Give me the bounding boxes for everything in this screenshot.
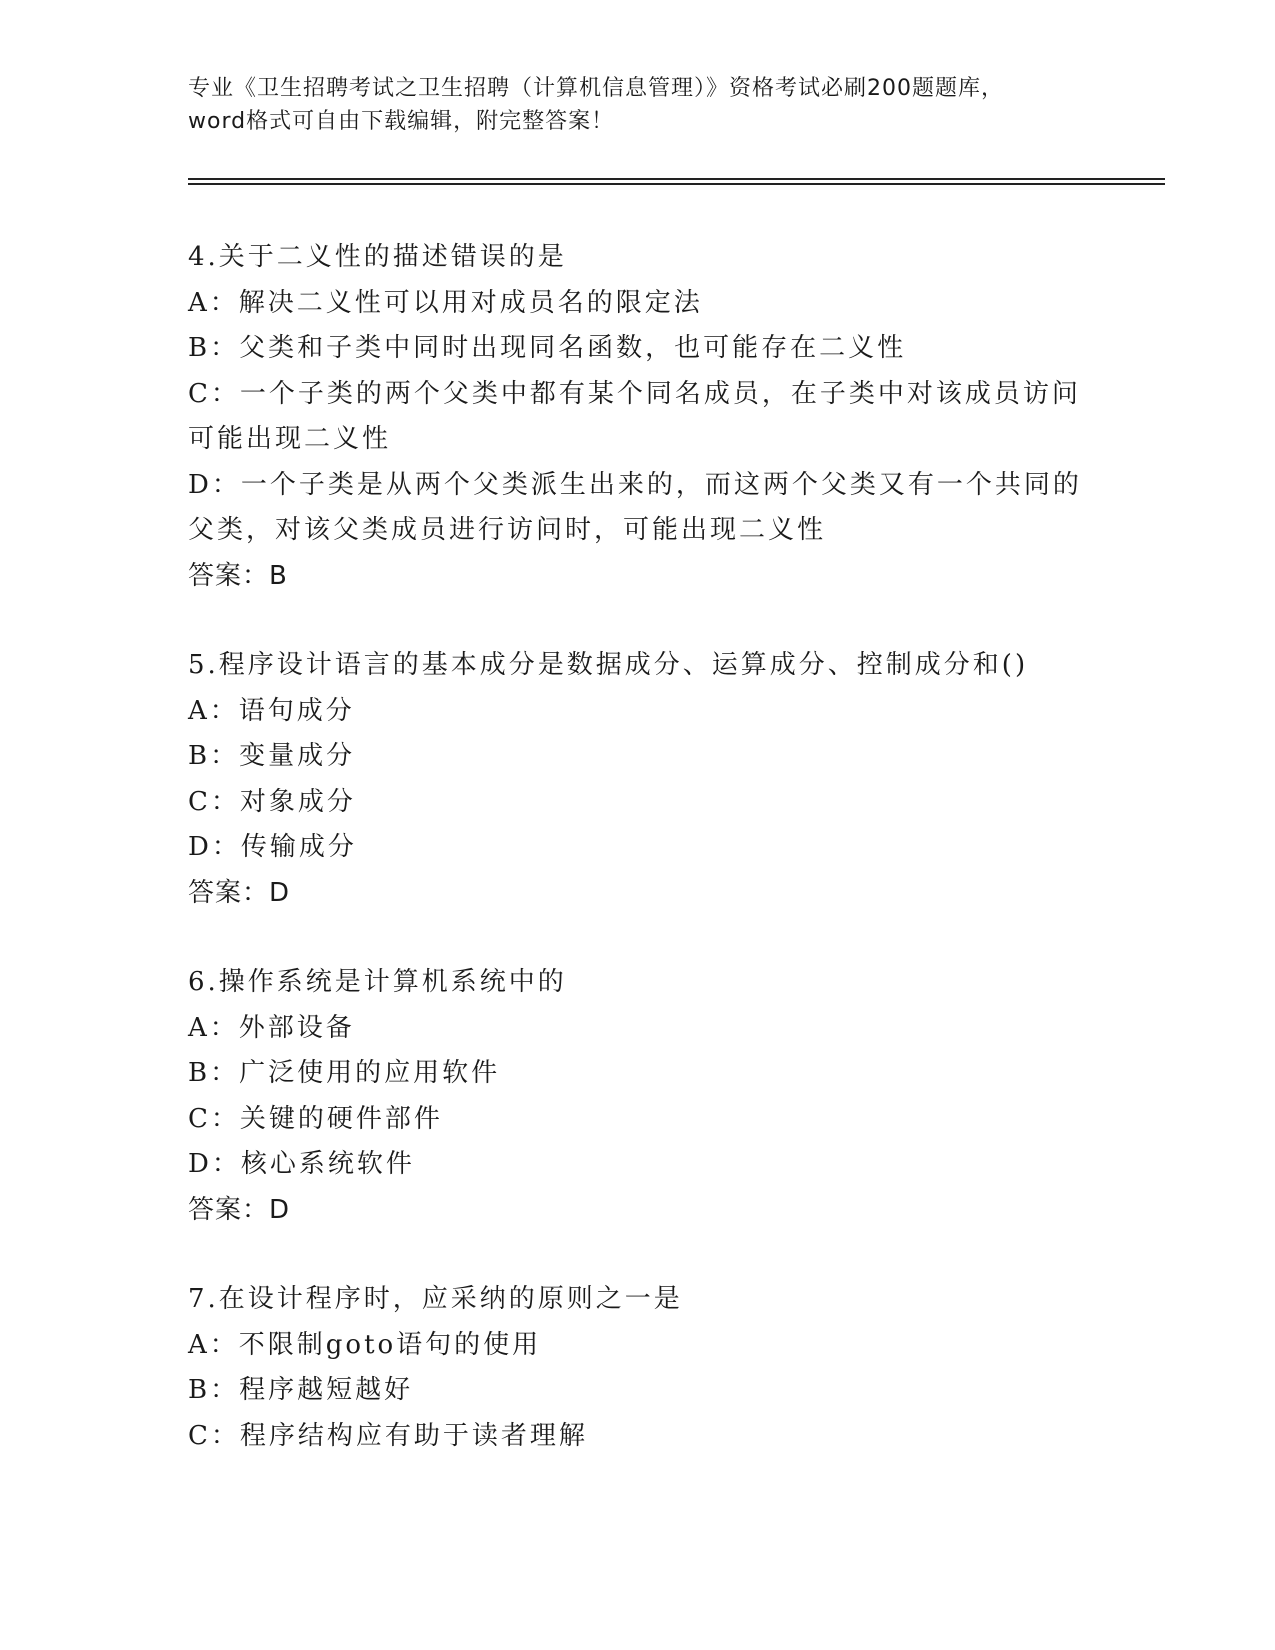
answer: 答案：B (188, 560, 288, 591)
option-a: A：不限制goto语句的使用 (188, 1329, 542, 1360)
header-line-2: word格式可自由下载编辑，附完整答案！ (188, 109, 615, 134)
header-line-1: 专业《卫生招聘考试之卫生招聘（计算机信息管理）》资格考试必刷200题题库， (188, 76, 1004, 101)
option-b: B：父类和子类中同时出现同名函数，也可能存在二义性 (188, 333, 907, 363)
option-c: C：程序结构应有助于读者理解 (188, 1420, 588, 1451)
header-divider (188, 178, 1165, 185)
answer: 答案：D (188, 877, 291, 908)
option-c: C：对象成分 (188, 786, 356, 817)
question-6 (188, 960, 1088, 1233)
option-a: A：外部设备 (188, 1012, 355, 1043)
question-title: 4.关于二义性的描述错误的是 (188, 242, 567, 272)
divider-line-bottom (188, 183, 1165, 185)
answer: 答案：D (188, 1194, 291, 1225)
option-a: A：解决二义性可以用对成员名的限定法 (188, 287, 703, 318)
option-a: A：语句成分 (188, 695, 355, 726)
option-c: C：一个子类的两个父类中都有某个同名成员，在子类中对该成员访问可能出现二义性 (188, 378, 1081, 454)
option-b: B：程序越短越好 (188, 1375, 414, 1405)
divider-line-top (188, 178, 1165, 180)
option-d: D：一个子类是从两个父类派生出来的，而这两个父类又有一个共同的父类，对该父类成员进行访问时，可能出现二义性 (188, 469, 1082, 545)
question-5 (188, 643, 1088, 916)
question-7 (188, 1277, 1088, 1459)
question-list (188, 235, 1088, 1503)
option-d: D：传输成分 (188, 832, 357, 862)
option-b: B：变量成分 (188, 741, 356, 771)
question-4 (188, 235, 1088, 599)
option-c: C：关键的硬件部件 (188, 1103, 443, 1134)
option-b: B：广泛使用的应用软件 (188, 1058, 501, 1088)
question-title: 5.程序设计语言的基本成分是数据成分、运算成分、控制成分和() (188, 650, 1029, 680)
document-header (188, 72, 1088, 138)
question-title: 7.在设计程序时，应采纳的原则之一是 (188, 1284, 683, 1314)
option-d: D：核心系统软件 (188, 1149, 415, 1179)
question-title: 6.操作系统是计算机系统中的 (188, 967, 567, 997)
